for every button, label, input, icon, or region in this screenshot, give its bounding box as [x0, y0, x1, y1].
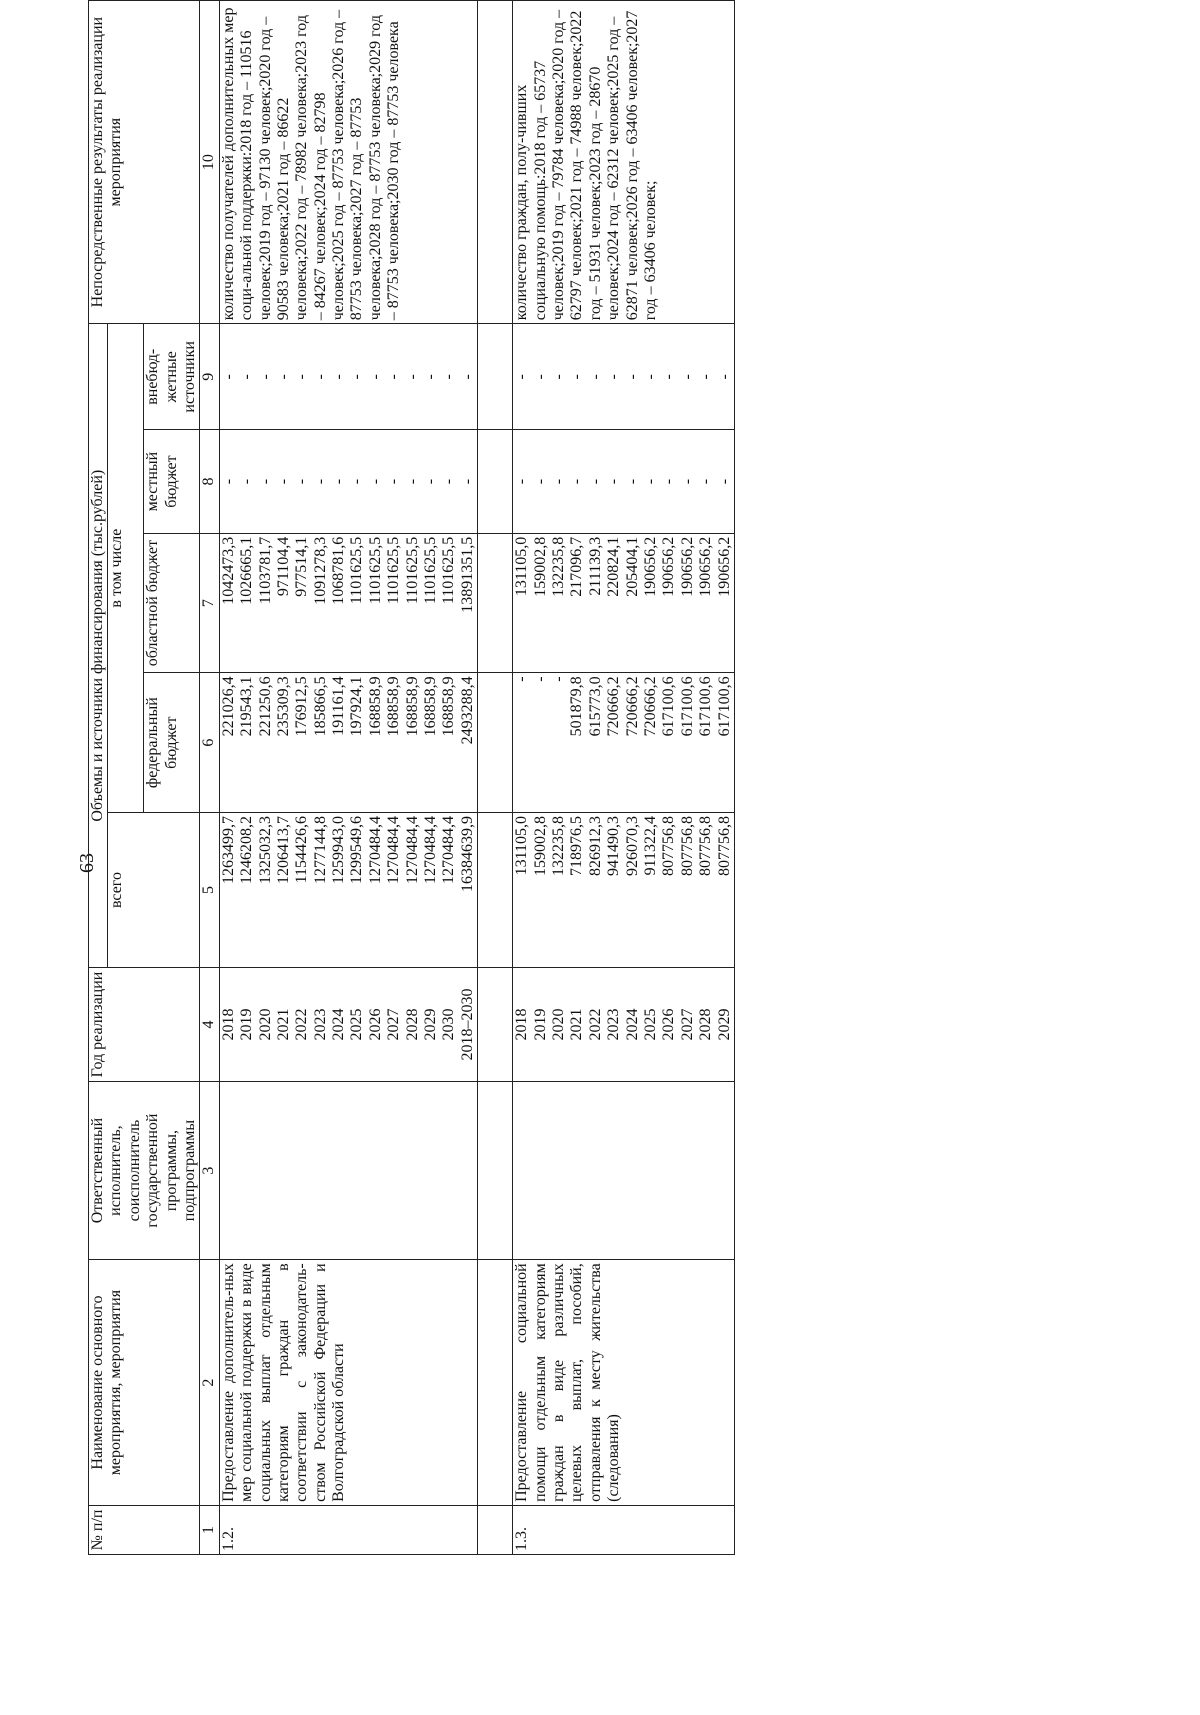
cell-years-value: 2025: [348, 1008, 366, 1041]
cell-local-value: -: [348, 478, 366, 485]
cell-local: [219, 430, 477, 533]
result-heading: количество граждан, полу-чивших социальную помощь:: [513, 84, 549, 321]
cell-regional-value: 131105,0: [513, 536, 531, 597]
result-line: 2023 год – 28670 человек;: [586, 66, 623, 321]
cell-total-value: 807756,8: [715, 815, 733, 876]
cell-years: [219, 968, 477, 1082]
result-line: 2020 год – 62797 человек;: [549, 9, 586, 321]
cell-regional-value: 1042473,3: [219, 536, 237, 605]
cell-federal-value: 168858,9: [366, 676, 384, 737]
result-line: 2029 год – 87753 человека;: [366, 15, 403, 321]
cell-regional-value: 1101625,5: [385, 536, 403, 605]
cell-federal-value: 617100,6: [697, 676, 715, 737]
cell-years-value: 2023: [605, 1008, 623, 1041]
result-line: 2021 год – 86622 человека;: [274, 97, 311, 321]
header-year: Год реализации: [89, 968, 200, 1082]
cell-extra-value: -: [697, 374, 715, 380]
cell-federal-value: 168858,9: [422, 676, 440, 737]
header-extra: внебюд-жетные источники: [144, 324, 200, 430]
cell-local-value: -: [586, 478, 604, 485]
cell-extra-value: -: [605, 374, 623, 380]
cell-years-value: 2029: [422, 1008, 440, 1041]
cell-years-value: 2021: [568, 1008, 586, 1041]
cell-extra-value: -: [458, 374, 476, 380]
cell-years-value: 2023: [311, 1008, 329, 1041]
cell-local: [513, 430, 735, 533]
col-number: 6: [200, 673, 219, 813]
cell-local-value: -: [623, 478, 641, 485]
cell-years-value: 2018–2030: [458, 988, 476, 1061]
cell-local-value: -: [385, 478, 403, 485]
cell-years-value: 2024: [623, 1008, 641, 1041]
cell-executor: [513, 1081, 735, 1259]
cell-extra-value: -: [366, 374, 384, 380]
result-line: 2022 год – 51931 человек;: [568, 10, 604, 321]
cell-total-value: 131105,0: [513, 815, 531, 876]
cell-federal-value: 185866,5: [311, 676, 329, 737]
header-total: всего: [108, 812, 200, 967]
cell-extra-value: -: [348, 374, 366, 380]
header-regional: областной бюджет: [144, 533, 200, 673]
cell-regional-value: 977514,1: [293, 536, 311, 597]
cell-regional-value: 1103781,7: [256, 536, 274, 605]
col-number: 10: [200, 1, 219, 324]
cell-federal-value: 720666,2: [623, 676, 641, 737]
cell-name: Предоставление социальной помощи отдельным категориям граждан в виде различных целевых выплат, пособий, отправления к месту жительства (следования): [513, 1260, 735, 1506]
cell-regional-value: 190656,2: [641, 536, 659, 597]
cell-years-value: 2030: [440, 1008, 458, 1041]
cell-local-value: -: [605, 478, 623, 485]
cell-local-value: -: [715, 478, 733, 485]
cell-extra-value: -: [678, 374, 696, 380]
result-heading: количество получателей дополнительных мер соци-альной поддержки:: [219, 7, 256, 321]
cell-total: [219, 812, 477, 967]
cell-federal: [219, 673, 477, 813]
result-line: 2018 год – 65737 человек;: [531, 60, 567, 321]
cell-federal-value: 168858,9: [403, 676, 421, 737]
cell-extra-value: -: [256, 374, 274, 380]
cell-executor: [219, 1081, 477, 1259]
result-line: 2027 год – 87753 человека;: [348, 97, 384, 321]
cell-local-value: -: [660, 478, 678, 485]
cell-total-value: 16384639,9: [458, 815, 476, 892]
cell-years-value: 2020: [256, 1008, 274, 1041]
cell-regional-value: 1101625,5: [422, 536, 440, 605]
cell-num: 1.3.: [513, 1505, 735, 1554]
cell-regional-value: 132235,8: [549, 536, 567, 597]
cell-local-value: -: [219, 478, 237, 485]
cell-name: Предоставление дополнитель-ных мер социальной поддержки в виде социальных выплат отдельным категориям граждан в соответствии с законодатель-ством Российской Федерации и Волгоградской области: [219, 1260, 477, 1506]
col-number: 9: [200, 324, 219, 430]
cell-federal-value: -: [549, 676, 567, 682]
cell-local-value: -: [697, 478, 715, 485]
cell-federal-value: 221250,6: [256, 676, 274, 737]
cell-regional-value: 159002,8: [531, 536, 549, 597]
cell-total-value: 1259943,0: [330, 815, 348, 884]
cell-years-value: 2028: [403, 1008, 421, 1041]
cell-local-value: -: [330, 478, 348, 485]
result-line: 2023 год – 84267 человек;: [293, 15, 329, 321]
cell-local-value: -: [403, 478, 421, 485]
header-local: местный бюджет: [144, 430, 200, 533]
cell-regional-value: 190656,2: [660, 536, 678, 597]
cell-total-value: 1270484,4: [440, 815, 458, 884]
page-number: 63: [76, 853, 98, 873]
cell-total-value: 159002,8: [531, 815, 549, 876]
cell-federal-value: 197924,1: [348, 676, 366, 737]
cell-total-value: 1154426,6: [293, 815, 311, 884]
cell-extra-value: -: [293, 374, 311, 380]
cell-total-value: 132235,8: [549, 815, 567, 876]
cell-extra-value: -: [422, 374, 440, 380]
cell-regional-value: 1091278,3: [311, 536, 329, 605]
cell-federal-value: 168858,9: [385, 676, 403, 737]
cell-local-value: -: [458, 478, 476, 485]
cell-total-value: 1270484,4: [366, 815, 384, 884]
cell-years-value: 2022: [293, 1008, 311, 1041]
cell-total-value: 826912,3: [586, 815, 604, 876]
cell-extra-value: -: [715, 374, 733, 380]
cell-local-value: -: [293, 478, 311, 485]
table-row: [513, 1, 735, 1555]
cell-extra-value: -: [586, 374, 604, 380]
cell-results: [219, 1, 477, 324]
cell-federal-value: 617100,6: [660, 676, 678, 737]
cell-total-value: 1325032,3: [256, 815, 274, 884]
table-row: [219, 1, 477, 1555]
cell-regional-value: 1101625,5: [403, 536, 421, 605]
header-name: Наименование основного мероприятия, мероприятия: [89, 1260, 200, 1506]
cell-local-value: -: [641, 478, 659, 485]
cell-total-value: 1246208,2: [238, 815, 256, 884]
cell-years-value: 2022: [586, 1008, 604, 1041]
cell-extra-value: -: [330, 374, 348, 380]
cell-federal-value: 720666,2: [641, 676, 659, 737]
cell-extra-value: -: [531, 374, 549, 380]
cell-extra-value: -: [660, 374, 678, 380]
col-number: 5: [200, 812, 219, 967]
cell-local-value: -: [531, 478, 549, 485]
cell-total-value: 1270484,4: [422, 815, 440, 884]
col-number: 8: [200, 430, 219, 533]
header-num: № п/п: [89, 1505, 200, 1554]
cell-local-value: -: [311, 478, 329, 485]
result-line: 2024 год – 82798 человек;: [311, 92, 348, 321]
cell-years-value: 2027: [385, 1008, 403, 1041]
cell-extra-value: -: [311, 374, 329, 380]
cell-total: [513, 812, 735, 967]
cell-regional-value: 190656,2: [697, 536, 715, 597]
cell-federal-value: 235309,3: [274, 676, 292, 737]
header-in-that: в том числе: [108, 324, 144, 813]
cell-years-value: 2029: [715, 1008, 733, 1041]
cell-local-value: -: [513, 478, 531, 485]
result-line: 2021 год – 74988 человек;: [568, 42, 586, 219]
cell-federal-value: 176912,5: [293, 676, 311, 737]
cell-total-value: 807756,8: [678, 815, 696, 876]
cell-local-value: -: [238, 478, 256, 485]
header-federal: федеральный бюджет: [144, 673, 200, 813]
cell-regional-value: 1026665,1: [238, 536, 256, 605]
cell-years-value: 2020: [549, 1008, 567, 1041]
cell-extra-value: -: [274, 374, 292, 380]
cell-regional-value: 1101625,5: [348, 536, 366, 605]
col-number: 2: [200, 1260, 219, 1506]
cell-regional: [513, 533, 735, 673]
cell-regional-value: 220824,1: [605, 536, 623, 597]
cell-federal-value: 168858,9: [440, 676, 458, 737]
cell-regional-value: 1101625,5: [366, 536, 384, 605]
result-line: 2026 год – 87753 человека;: [330, 9, 366, 321]
cell-total-value: 1299549,6: [348, 815, 366, 884]
cell-local-value: -: [366, 478, 384, 485]
cell-regional: [219, 533, 477, 673]
cell-federal-value: 191161,4: [330, 676, 348, 736]
cell-years-value: 2027: [678, 1008, 696, 1041]
cell-total-value: 1263499,7: [219, 815, 237, 884]
cell-extra-value: -: [549, 374, 567, 380]
result-line: 2030 год – 87753 человека: [385, 21, 403, 200]
header-executor: Ответственный исполнитель, соисполнитель государственной программы, подпрограммы: [89, 1081, 200, 1259]
cell-total-value: 1277144,8: [311, 815, 329, 884]
result-line: 2026 год – 63406 человек;: [623, 42, 641, 219]
cell-local-value: -: [549, 478, 567, 485]
cell-federal-value: 617100,6: [715, 676, 733, 737]
cell-federal-value: 615773,0: [586, 676, 604, 737]
result-line: 2022 год – 78982 человека;: [293, 72, 311, 256]
cell-years-value: 2024: [330, 1008, 348, 1041]
cell-local-value: -: [256, 478, 274, 485]
result-line: 2025 год –62871 человек;: [605, 16, 641, 321]
cell-extra-value: -: [403, 374, 421, 380]
cell-total-value: 926070,3: [623, 815, 641, 876]
cell-local-value: -: [274, 478, 292, 485]
cell-years-value: 2028: [697, 1008, 715, 1041]
result-line: 2027 год – 63406 человек;: [623, 10, 659, 321]
col-number: 3: [200, 1081, 219, 1259]
row-separator: [478, 1, 513, 1555]
cell-total-value: 718976,5: [568, 815, 586, 876]
cell-years-value: 2026: [660, 1008, 678, 1041]
cell-local-value: -: [568, 478, 586, 485]
cell-total-value: 1270484,4: [385, 815, 403, 884]
cell-local-value: -: [422, 478, 440, 485]
cell-regional-value: 13891351,5: [458, 536, 476, 613]
financing-table: [88, 0, 735, 1555]
cell-total-value: 941490,3: [605, 815, 623, 876]
cell-extra: [219, 324, 477, 430]
cell-extra: [513, 324, 735, 430]
col-number: 7: [200, 533, 219, 673]
cell-years-value: 2019: [531, 1008, 549, 1041]
cell-regional-value: 1101625,5: [440, 536, 458, 605]
cell-extra-value: -: [623, 374, 641, 380]
cell-years: [513, 968, 735, 1082]
cell-federal-value: 221026,4: [219, 676, 237, 737]
col-number: 1: [200, 1505, 219, 1554]
cell-years-value: 2021: [274, 1008, 292, 1041]
cell-regional-value: 971104,4: [274, 536, 292, 597]
cell-extra-value: -: [440, 374, 458, 380]
cell-federal-value: 617100,6: [678, 676, 696, 737]
cell-federal-value: 720666,2: [605, 676, 623, 737]
cell-regional-value: 211139,3: [586, 536, 604, 596]
cell-total-value: 1206413,7: [274, 815, 292, 884]
result-line: 2018 год – 110516 человек;: [238, 30, 274, 321]
cell-federal-value: 501879,8: [568, 676, 586, 737]
result-line: 2028 год – 87753 человека;: [366, 72, 384, 256]
cell-results: [513, 1, 735, 324]
cell-extra-value: -: [385, 374, 403, 380]
cell-regional-value: 190656,2: [715, 536, 733, 597]
result-line: 2019 год – 79784 человека;: [549, 79, 567, 263]
result-line: 2025 год – 87753 человека;: [330, 79, 348, 263]
cell-years-value: 2018: [219, 1008, 237, 1041]
cell-regional-value: 1068781,6: [330, 536, 348, 605]
cell-regional-value: 205404,1: [623, 536, 641, 597]
cell-federal-value: 2493288,4: [458, 676, 476, 745]
cell-regional-value: 217096,7: [568, 536, 586, 597]
cell-years-value: 2019: [238, 1008, 256, 1041]
cell-local-value: -: [678, 478, 696, 485]
cell-total-value: 807756,8: [697, 815, 715, 876]
col-number: 4: [200, 968, 219, 1082]
result-line: 2020 год – 90583 человека;: [256, 16, 292, 321]
cell-regional-value: 190656,2: [678, 536, 696, 597]
cell-federal-value: 219543,1: [238, 676, 256, 737]
cell-years-value: 2025: [641, 1008, 659, 1041]
cell-total-value: 1270484,4: [403, 815, 421, 884]
cell-extra-value: -: [513, 374, 531, 380]
result-line: 2019 год – 97130 человек;: [256, 86, 274, 263]
cell-total-value: 807756,8: [660, 815, 678, 876]
cell-extra-value: -: [568, 374, 586, 380]
result-line: 2024 год – 62312 человек;: [605, 86, 623, 263]
cell-years-value: 2026: [366, 1008, 384, 1041]
cell-local-value: -: [440, 478, 458, 485]
header-results: Непосредственные результаты реализации мероприятия: [89, 1, 200, 324]
header-financing-group: Объемы и источники финансирования (тыс.рублей): [89, 324, 108, 968]
cell-extra-value: -: [219, 374, 237, 380]
cell-federal: [513, 673, 735, 813]
cell-extra-value: -: [238, 374, 256, 380]
cell-years-value: 2018: [513, 1008, 531, 1041]
cell-total-value: 911322,4: [641, 815, 659, 876]
cell-federal-value: -: [531, 676, 549, 682]
cell-federal-value: -: [513, 676, 531, 682]
cell-extra-value: -: [641, 374, 659, 380]
cell-num: 1.2.: [219, 1505, 477, 1554]
